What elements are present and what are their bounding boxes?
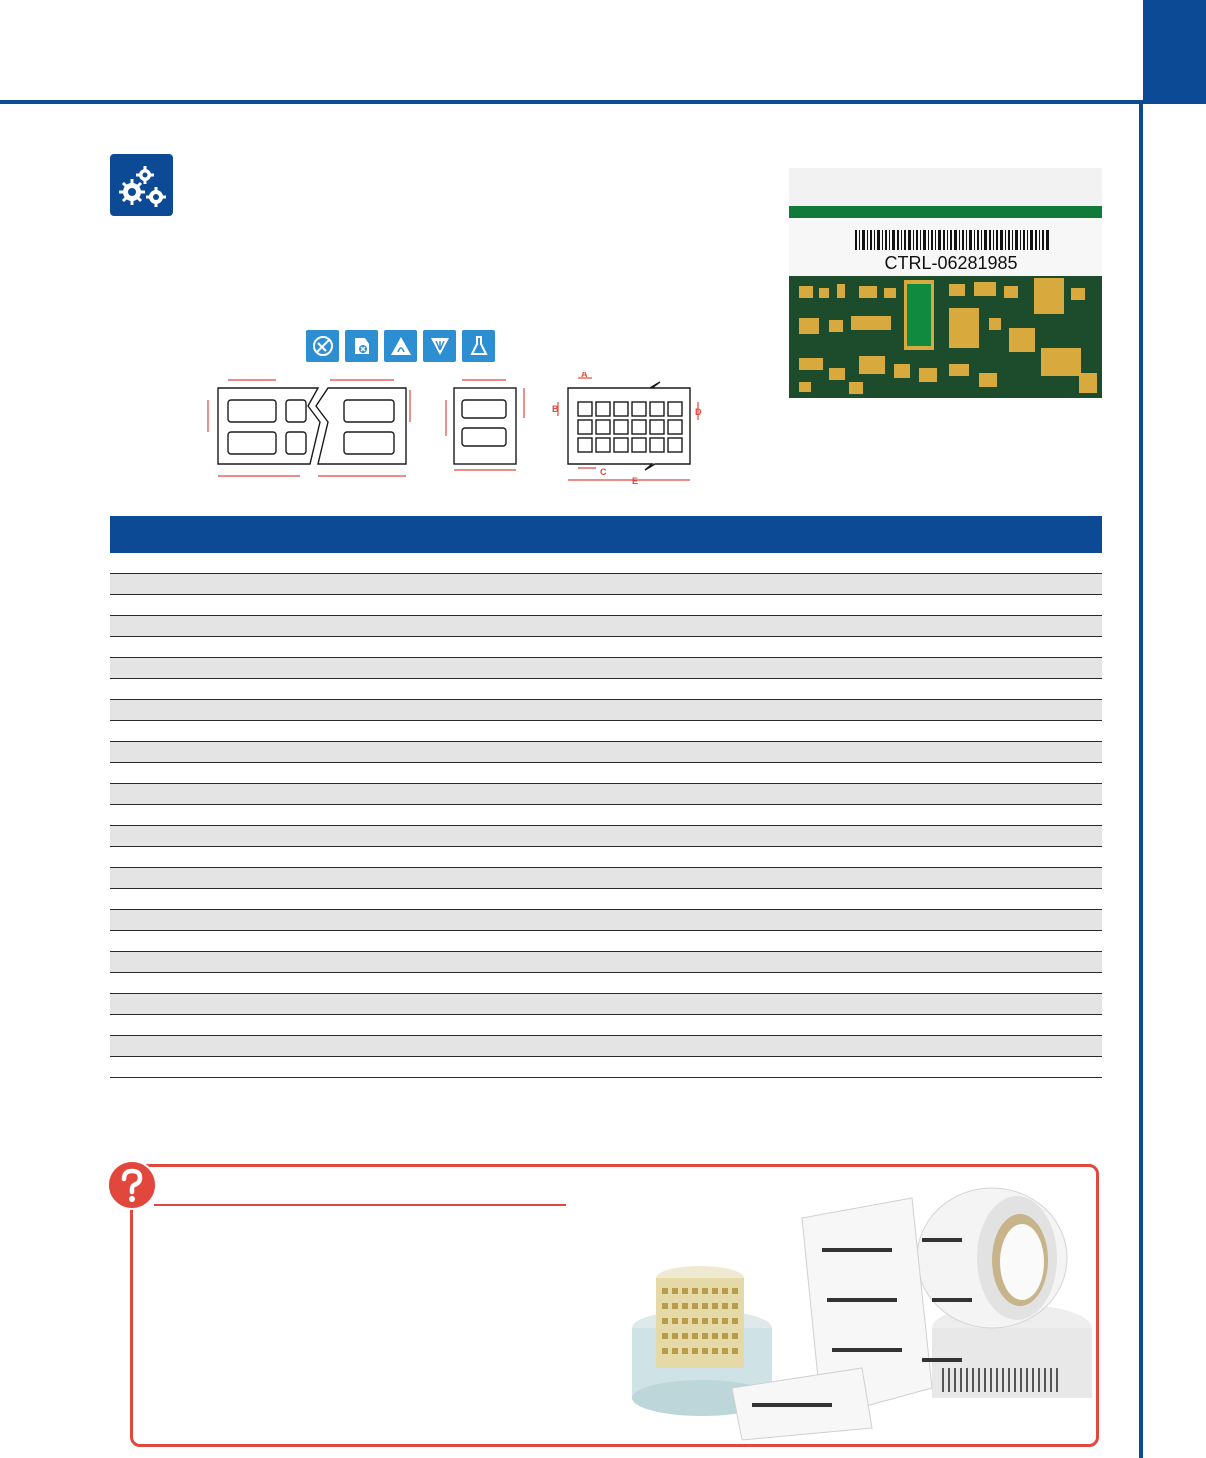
no-tool-icon bbox=[306, 330, 339, 362]
table-row bbox=[110, 889, 1102, 910]
table-row bbox=[110, 973, 1102, 994]
label-rolls-photo bbox=[622, 1178, 1092, 1442]
help-title-rule bbox=[154, 1204, 566, 1206]
callout-b: B bbox=[552, 404, 559, 414]
table-row bbox=[110, 1057, 1102, 1078]
table-row bbox=[110, 1015, 1102, 1036]
chemical-icon bbox=[462, 330, 495, 362]
table-row bbox=[110, 868, 1102, 889]
table-row bbox=[110, 805, 1102, 826]
table-row bbox=[110, 952, 1102, 973]
table-row bbox=[110, 637, 1102, 658]
header-rule bbox=[0, 100, 1143, 104]
callout-a: A bbox=[581, 372, 588, 379]
no-fuel-icon bbox=[345, 330, 378, 362]
abrasion-icon bbox=[423, 330, 456, 362]
table-row bbox=[110, 910, 1102, 931]
table-row bbox=[110, 784, 1102, 805]
question-icon bbox=[101, 1160, 163, 1210]
table-row bbox=[110, 553, 1102, 574]
table-header bbox=[110, 516, 1102, 553]
property-icons bbox=[306, 330, 495, 362]
table-row bbox=[110, 826, 1102, 847]
table-row bbox=[110, 616, 1102, 637]
table-row bbox=[110, 994, 1102, 1015]
table-row bbox=[110, 574, 1102, 595]
page-tab bbox=[1143, 0, 1206, 104]
table-row bbox=[110, 742, 1102, 763]
barcode-label-text: CTRL-06281985 bbox=[884, 253, 1018, 273]
table-row bbox=[110, 700, 1102, 721]
heat-icon bbox=[384, 330, 417, 362]
table-row bbox=[110, 658, 1102, 679]
table-row bbox=[110, 763, 1102, 784]
pcb-photo bbox=[789, 168, 1102, 398]
product-table bbox=[110, 553, 1102, 1078]
side-rule bbox=[1139, 104, 1143, 1458]
table-row bbox=[110, 679, 1102, 700]
callout-e: E bbox=[632, 476, 639, 486]
table-row bbox=[110, 847, 1102, 868]
label-layout-diagrams bbox=[200, 372, 720, 492]
callout-d: D bbox=[695, 407, 702, 417]
table-row bbox=[110, 721, 1102, 742]
callout-c: C bbox=[600, 467, 607, 477]
gears-icon bbox=[110, 154, 173, 216]
table-row bbox=[110, 1036, 1102, 1057]
table-row bbox=[110, 931, 1102, 952]
table-row bbox=[110, 595, 1102, 616]
